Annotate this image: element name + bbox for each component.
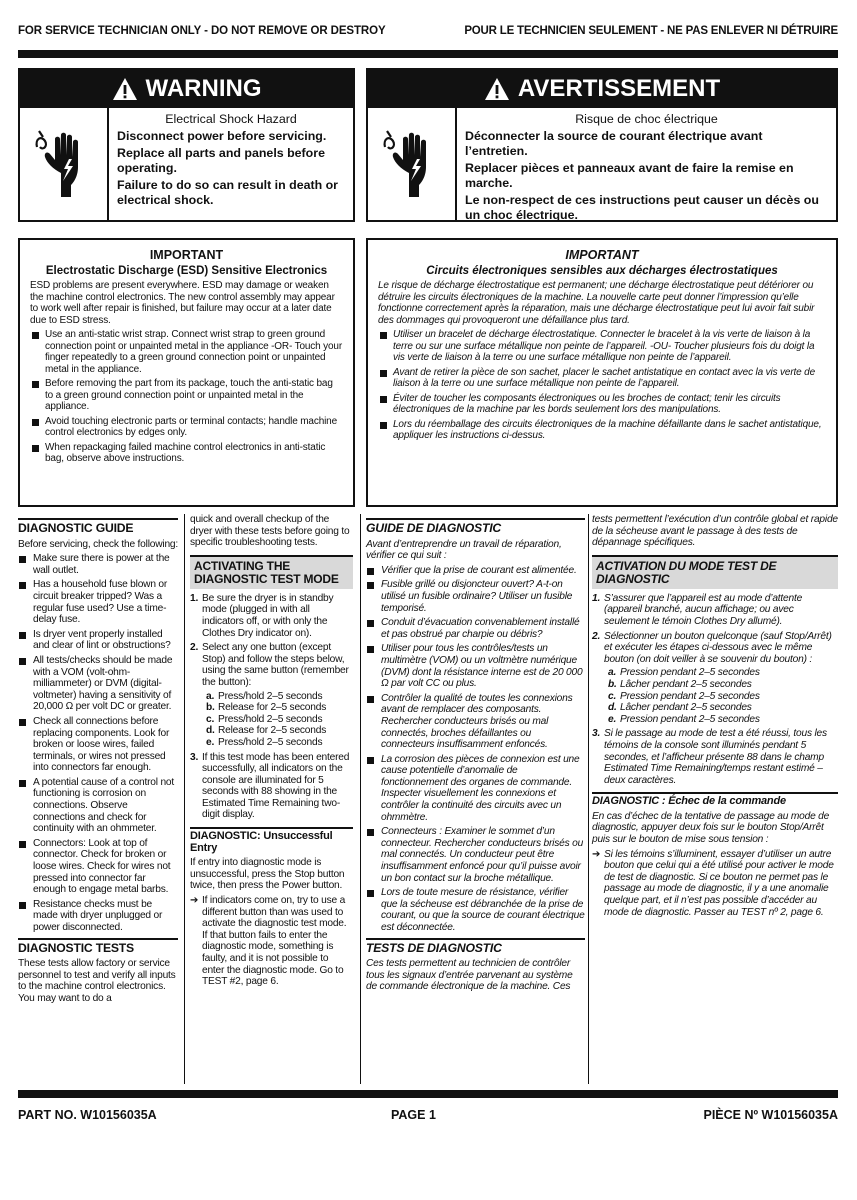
warning-line: Failure to do so can result in death or electrical shock. bbox=[117, 178, 338, 207]
substep-item: a. Pression pendant 2–5 secondes bbox=[608, 667, 760, 679]
page-footer bbox=[18, 1108, 838, 1124]
important-list-en bbox=[30, 329, 343, 465]
warning-box-fr bbox=[366, 68, 838, 222]
list-item: Éviter de toucher les composants électroniques ou les broches de contact; tenir les circuits électroniques de la machine par les bords seulement lors des manipulations. bbox=[378, 393, 826, 416]
column-activating-fr bbox=[592, 514, 838, 918]
section-title: TESTS DE DIAGNOSTIC bbox=[366, 938, 585, 955]
warning-line: Disconnect power before servicing. bbox=[117, 129, 327, 143]
header-right: POUR LE TECHNICIEN SEULEMENT - NE PAS ENLEVER NI DÉTRUIRE bbox=[464, 25, 838, 37]
substeps-list bbox=[202, 691, 353, 749]
list-item: Connecteurs : Examiner le sommet d’un connecteur. Rechercher conducteurs brisés ou mal connectés. Un conducteur peut être insuffisamment enfoncé pour qu’il puisse avoir un bon contact sur la broche métallique. bbox=[366, 826, 585, 884]
checklist bbox=[366, 565, 585, 934]
section-intro: Avant d’entreprendre un travail de réparation, vérifier ce qui suit : bbox=[366, 538, 562, 562]
shock-hand-icon bbox=[368, 108, 457, 220]
section-title: ACTIVATING THE DIAGNOSTIC TEST MODE bbox=[190, 555, 353, 589]
section-title: DIAGNOSTIC TESTS bbox=[18, 938, 178, 955]
section-intro: Before servicing, check the following: bbox=[18, 538, 179, 550]
warning-line: Replacer pièces et panneaux avant de faire la remise en marche. bbox=[465, 161, 794, 190]
warning-title-fr: AVERTISSEMENT bbox=[517, 75, 721, 102]
list-item: Check all connections before replacing components. Look for broken or loose wires, failed terminals, or wires not pressed into connectors far enough. bbox=[18, 716, 178, 774]
arrow-right-icon: ➔ bbox=[592, 848, 601, 860]
section-title: DIAGNOSTIC GUIDE bbox=[18, 518, 178, 535]
warning-subtitle-en: Electrical Shock Hazard bbox=[165, 112, 297, 126]
list-item: Utiliser un bracelet de décharge électrostatique. Connecter le bracelet à la vis verte de liaison à la terre ou sur une surface métallique non peinte de l’appareil. -OU- Toucher plusieurs fois du doigt la vis verte de liaison à la terre ou une surface métallique non peinte de l’appareil. bbox=[378, 329, 826, 364]
important-subtitle-fr: Circuits électroniques sensibles aux décharges électrostatiques bbox=[426, 265, 778, 277]
list-item: All tests/checks should be made with a VOM (volt-ohm-milliammeter) or DVM (digital-voltmeter) having a sensitivity of 20,000 Ω per volt DC or greater. bbox=[18, 655, 178, 713]
column-diagnostic-guide-fr bbox=[366, 514, 585, 996]
important-box-fr bbox=[366, 238, 838, 507]
important-list-fr bbox=[378, 329, 826, 442]
column-divider bbox=[360, 514, 361, 1084]
substep-item: c. Press/hold 2–5 seconds bbox=[206, 713, 323, 725]
step-item: 1. Be sure the dryer is in standby mode (plugged in with all indicators off, or with only the Clothes Dry indicator on). bbox=[190, 592, 334, 639]
important-title-fr: IMPORTANT bbox=[565, 248, 639, 262]
column-divider bbox=[588, 514, 589, 1084]
warning-line: Replace all parts and panels before operating. bbox=[117, 146, 325, 175]
warning-box-en bbox=[18, 68, 355, 222]
list-item: Resistance checks must be made with dryer unplugged or power disconnected. bbox=[18, 899, 178, 934]
warning-subtitle-fr: Risque de choc électrique bbox=[575, 112, 718, 126]
list-item: Is dryer vent properly installed and clear of lint or obstructions? bbox=[18, 629, 178, 652]
step-item: 3. Si le passage au mode de test a été réussi, tous les témoins de la console sont illuminés pendant 5 secondes, et l’afficheur présente 88 dans le champ Estimated Time Remaining/temps restant estimé – deux caractères. bbox=[592, 728, 827, 786]
important-subtitle-en: Electrostatic Discharge (ESD) Sensitive Electronics bbox=[45, 265, 328, 277]
list-item: Avant de retirer la pièce de son sachet, placer le sachet antistatique en contact avec la vis verte de liaison à la terre ou une surface métallique non peinte de l’appareil. bbox=[378, 367, 826, 390]
list-item: La corrosion des pièces de connexion est une cause potentielle d’anomalie de fonctionnement des organes de commande. Inspecter visuellement les connexions et contrôler la continuité des circuits avec un ohmmètre. bbox=[366, 754, 585, 824]
list-item: Lors de toute mesure de résistance, vérifier que la sécheuse est débranchée de la prise de courant, ou que la source de courant électrique est déconnectée. bbox=[366, 887, 585, 933]
section-text: quick and overall checkup of the dryer with these tests before going to specific troubleshooting tests. bbox=[190, 514, 350, 549]
steps-list bbox=[592, 593, 838, 787]
arrow-item: ➔ Si les témoins s’illuminent, essayer d’utiliser un autre bouton que celui qui a été utilisé pour activer le mode de test de diagnostic. Si ce bouton ne permet pas le passage au mode de diagnostic, il y a une anomalie quelque part, et il n’est pas possible d’accéder au mode de diagnostic. Passer au TEST nº 2, page 6. bbox=[592, 848, 834, 918]
list-item: Fusible grillé ou disjoncteur ouvert? A-t-on utilisé un fusible ordinaire? Utiliser un fusible temporisé. bbox=[366, 579, 585, 614]
list-item: Conduit d’évacuation convenablement installé et pas obstrué par charpie ou débris? bbox=[366, 617, 585, 640]
substep-item: b. Lâcher pendant 2–5 secondes bbox=[608, 678, 752, 690]
section-text: tests permettent l’exécution d’un contrôle global et rapide de la sécheuse avant le passage à des tests de dépannage spécifiques. bbox=[592, 514, 838, 549]
substep-item: b. Release for 2–5 seconds bbox=[206, 702, 327, 714]
part-number-fr: PIÈCE Nº W10156035A bbox=[703, 1108, 838, 1122]
list-item: Lors du réemballage des circuits électroniques de la machine défaillante dans le sachet antistatique, appliquer les instructions ci-dessus. bbox=[378, 419, 826, 442]
substep-item: e. Press/hold 2–5 seconds bbox=[206, 736, 323, 748]
list-item: Before removing the part from its package, touch the anti-static bag to a green ground connection point or unpainted metal in the appliance. bbox=[30, 378, 343, 413]
warning-triangle-icon bbox=[112, 77, 138, 101]
important-title-en: IMPORTANT bbox=[149, 248, 224, 262]
section-title: DIAGNOSTIC: Unsuccessful Entry bbox=[190, 827, 353, 854]
important-intro-en: ESD problems are present everywhere. ESD may damage or weaken the machine control electronics. The new control assembly may appear to work well after repair is finished, but failure may occur at a later date due to ESD stress. bbox=[30, 280, 335, 326]
section-text: Ces tests permettent au technicien de contrôler tous les signaux d’entrée parvenant au système de commande électronique de la machine. Ces bbox=[366, 958, 573, 993]
list-item: Vérifier que la prise de courant est alimentée. bbox=[366, 565, 585, 577]
column-divider bbox=[184, 514, 185, 1084]
important-box-en bbox=[18, 238, 355, 507]
step-item: 2. Sélectionner un bouton quelconque (sauf Stop/Arrêt) et exécuter les étapes ci-dessous avec le même bouton (on doit veiller à se souvenir du bouton) : a. Pression pendant 2–5 secondes b. Lâcher pendant 2–5 secondes c. Pression pendant 2–5 secondes d. Lâcher pendant 2–5 secondes e. Pression pendant 2–5 secondes bbox=[592, 631, 838, 726]
warning-bar-fr bbox=[368, 70, 836, 108]
section-title: GUIDE DE DIAGNOSTIC bbox=[366, 518, 585, 535]
checklist bbox=[18, 553, 178, 933]
substep-item: d. Lâcher pendant 2–5 secondes bbox=[608, 702, 752, 714]
substeps-list bbox=[604, 667, 838, 725]
shock-hand-icon bbox=[20, 108, 109, 220]
list-item: Contrôler la qualité de toutes les connexions avant de remplacer des composants. Rechercher conducteurs brisés ou mal connectés, broches défaillantes ou connecteurs insuffisamment enfoncés. bbox=[366, 693, 585, 751]
steps-list bbox=[190, 593, 353, 821]
step-item: 3. If this test mode has been entered successfully, all indicators on the console are illuminated for 5 seconds with 88 showing in the Estimated Time Remaining two-digit display. bbox=[190, 751, 350, 821]
list-item: Utiliser pour tous les contrôles/tests un multimètre (VOM) ou un voltmètre numérique (DVM) dont la résistance interne est de 20 000 Ω par volt CC ou plus. bbox=[366, 643, 585, 689]
section-text: These tests allow factory or service personnel to test and verify all inputs to the machine control electronics. You may want to do a bbox=[18, 958, 176, 1004]
substep-item: a. Press/hold 2–5 seconds bbox=[206, 690, 323, 702]
footer-rule bbox=[18, 1090, 838, 1098]
section-text: If entry into diagnostic mode is unsuccessful, press the Stop button twice, then press the Power button. bbox=[190, 857, 345, 892]
substep-item: c. Pression pendant 2–5 secondes bbox=[608, 690, 760, 702]
warning-line: Le non-respect de ces instructions peut causer un décès ou un choc électrique. bbox=[465, 193, 819, 222]
warning-line: Déconnecter la source de courant électrique avant l’entretien. bbox=[465, 129, 763, 158]
substep-item: d. Release for 2–5 seconds bbox=[206, 725, 327, 737]
substep-item: e. Pression pendant 2–5 secondes bbox=[608, 713, 760, 725]
list-item: Avoid touching electronic parts or terminal contacts; handle machine control electronics by edges only. bbox=[30, 416, 343, 439]
list-item: When repackaging failed machine control electronics in anti-static bag, observe above instructions. bbox=[30, 442, 343, 465]
header-rule bbox=[18, 50, 838, 58]
warning-bar-en bbox=[20, 70, 353, 108]
list-item: A potential cause of a control not functioning is corrosion on connections. Observe connections and check for continuity with an ohmmeter. bbox=[18, 777, 178, 835]
warning-triangle-icon bbox=[484, 77, 510, 101]
header-left: FOR SERVICE TECHNICIAN ONLY - DO NOT REMOVE OR DESTROY bbox=[18, 25, 386, 37]
warning-title-en: WARNING bbox=[145, 75, 262, 102]
step-item: 2. Select any one button (except Stop) and follow the steps below, using the same button (remember the button): a. Press/hold 2–5 seconds b. Release for 2–5 seconds c. Press/hold 2–5 seconds d. Release for 2–5 seconds e. Press/hold 2–5 seconds bbox=[190, 642, 353, 748]
section-text: En cas d’échec de la tentative de passage au mode de diagnostic, appuyer deux fois sur le bouton Stop/Arrêt puis sur le bouton de mise sous tension : bbox=[592, 810, 830, 846]
section-title: DIAGNOSTIC : Échec de la commande bbox=[592, 792, 838, 808]
column-activating-en bbox=[190, 514, 353, 988]
step-item: 1. S’assurer que l’appareil est au mode d’attente (appareil branché, aucun affichage; ou avec seulement le témoin Clothes Dry allumé). bbox=[592, 592, 803, 627]
important-intro-fr: Le risque de décharge électrostatique est permanent; une décharge électrostatique peut détériorer ou détruire les circuits électroniques de la machine. La nouvelle carte peut donner l’impression qu’elle fonctionne correctement après la réparation, mais une décharge électrostatique peut lui avoir fait subir des dommages qui provoqueront une défaillance plus tard. bbox=[378, 280, 815, 326]
page-header bbox=[18, 25, 838, 41]
column-diagnostic-guide-en bbox=[18, 514, 178, 1008]
arrow-right-icon: ➔ bbox=[190, 895, 199, 907]
list-item: Make sure there is power at the wall outlet. bbox=[18, 553, 178, 576]
arrow-item: ➔ If indicators come on, try to use a different button than was used to activate the diagnostic test mode. If that button fails to enter the diagnostic mode, something is faulty, and it is not possible to enter the diagnostic mode. Go to TEST #2, page 6. bbox=[190, 895, 347, 988]
list-item: Has a household fuse blown or circuit breaker tripped? Was a regular fuse used? Use a time-delay fuse. bbox=[18, 579, 178, 625]
page-number: PAGE 1 bbox=[391, 1108, 436, 1122]
part-number-en: PART NO. W10156035A bbox=[18, 1108, 157, 1122]
list-item: Use an anti-static wrist strap. Connect wrist strap to green ground connection point or unpainted metal in the appliance -OR- Touch your finger repeatedly to a green ground connection point or unpainted metal in the appliance. bbox=[30, 329, 343, 375]
section-title: ACTIVATION DU MODE TEST DE DIAGNOSTIC bbox=[592, 555, 838, 589]
list-item: Connectors: Look at top of connector. Check for broken or loose wires. Check for wires not pressed into connector far enough to engage metal barbs. bbox=[18, 838, 178, 896]
